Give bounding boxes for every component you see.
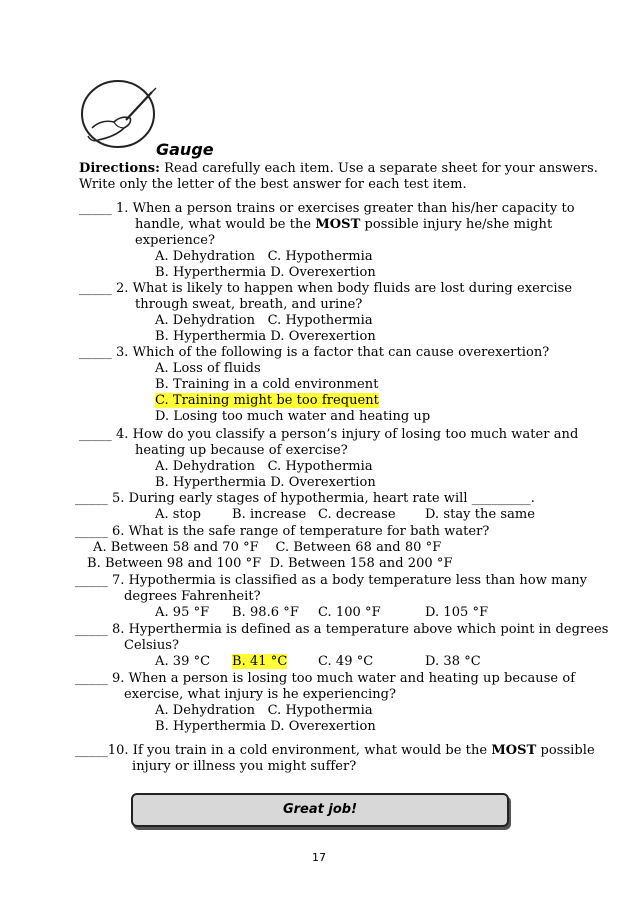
question-text: 2. What is likely to happen when body fluids are lost during exercise — [115, 281, 573, 296]
page-title: Gauge — [156, 140, 214, 159]
choice-a: A. stop — [155, 507, 202, 522]
question-5 — [75, 491, 535, 507]
question-text: 10. If you train in a cold environment, what would be the — [107, 743, 492, 758]
answer-blank[interactable]: _____ — [79, 427, 112, 442]
question-text: handle, what would be the — [135, 217, 316, 232]
question-text: 4. How do you classify a person’s injury of losing too much water and — [115, 427, 579, 442]
answer-blank[interactable]: _____ — [79, 281, 112, 296]
answer-blank[interactable]: _____ — [75, 524, 108, 539]
choice-a: A. Loss of fluids — [155, 361, 261, 376]
choice-b: B. Training in a cold environment — [155, 377, 379, 392]
choice-d: D. 105 °F — [425, 605, 489, 620]
answer-blank[interactable]: _____ — [75, 622, 108, 637]
answer-blank[interactable]: _____ — [75, 491, 108, 506]
question-2 — [79, 281, 572, 297]
question-1-line-2 — [135, 217, 552, 233]
question-text: possible injury he/she might — [360, 217, 553, 232]
choice-row: A. Dehydration C. Hypothermia — [155, 459, 373, 474]
choice-d: D. stay the same — [425, 507, 536, 522]
question-7-line-2: degrees Fahrenheit? — [124, 589, 261, 604]
hand-writing-icon — [78, 78, 162, 152]
directions-text-1: Read carefully each item. Use a separate sheet for your answers. — [164, 161, 598, 176]
choice-row: B. Hyperthermia D. Overexertion — [155, 329, 376, 344]
page-number: 17 — [312, 851, 326, 864]
choice-a: A. 95 °F — [155, 605, 210, 620]
answer-blank[interactable]: _____ — [75, 573, 108, 588]
question-3 — [79, 345, 549, 361]
question-9 — [75, 671, 575, 687]
choice-c: C. decrease — [318, 507, 396, 522]
choice-c: C. 100 °F — [318, 605, 381, 620]
great-job-banner — [131, 793, 509, 827]
question-text: 8. Hyperthermia is defined as a temperature above which point in degrees — [111, 622, 609, 637]
choice-b: B. increase — [232, 507, 307, 522]
question-7 — [75, 573, 587, 589]
choice-b-highlighted — [232, 654, 287, 670]
question-2-line-2: through sweat, breath, and urine? — [135, 297, 363, 312]
choice-row: A. Between 58 and 70 °F C. Between 68 and 80 °F — [93, 540, 442, 555]
question-1-line-3: experience? — [135, 233, 215, 248]
directions-text-2: Write only the letter of the best answer for each test item. — [79, 177, 467, 192]
choice-row: B. Hyperthermia D. Overexertion — [155, 265, 376, 280]
question-text: 7. Hypothermia is classified as a body temperature less than how many — [111, 573, 588, 588]
choice-a: A. 39 °C — [155, 654, 211, 669]
directions — [79, 161, 598, 177]
question-8-line-2: Celsius? — [124, 638, 180, 653]
choice-row: A. Dehydration C. Hypothermia — [155, 313, 373, 328]
emphasis-most: MOST — [315, 217, 361, 232]
highlighted-answer: B. 41 °C — [232, 654, 288, 669]
question-1 — [79, 201, 575, 217]
question-10-line-2: injury or illness you might suffer? — [132, 759, 357, 774]
question-4 — [79, 427, 578, 443]
question-text: possible — [536, 743, 595, 758]
highlighted-answer: C. Training might be too frequent — [155, 393, 379, 408]
answer-blank[interactable]: _____ — [79, 201, 112, 216]
question-8 — [75, 622, 608, 638]
choice-c-highlighted — [155, 393, 379, 409]
question-text: 9. When a person is losing too much water and heating up because of — [111, 671, 576, 686]
choice-row: A. Dehydration C. Hypothermia — [155, 703, 373, 718]
question-text: 1. When a person trains or exercises greater than his/her capacity to — [115, 201, 575, 216]
question-4-line-2: heating up because of exercise? — [135, 443, 348, 458]
question-9-line-2: exercise, what injury is he experiencing? — [124, 687, 397, 702]
answer-blank[interactable]: _____ — [75, 743, 108, 758]
emphasis-most: MOST — [491, 743, 537, 758]
question-10 — [75, 743, 595, 759]
choice-row: B. Hyperthermia D. Overexertion — [155, 475, 376, 490]
choice-d: D. Losing too much water and heating up — [155, 409, 431, 424]
choice-row: B. Between 98 and 100 °F D. Between 158 and 200 °F — [87, 556, 453, 571]
answer-blank[interactable]: _____ — [75, 671, 108, 686]
choice-d: D. 38 °C — [425, 654, 481, 669]
choice-row: A. Dehydration C. Hypothermia — [155, 249, 373, 264]
question-text: 6. What is the safe range of temperature for bath water? — [111, 524, 490, 539]
choice-row: B. Hyperthermia D. Overexertion — [155, 719, 376, 734]
choice-b: B. 98.6 °F — [232, 605, 299, 620]
footer-message: Great job! — [282, 802, 358, 817]
choice-c: C. 49 °C — [318, 654, 374, 669]
question-6 — [75, 524, 489, 540]
directions-label: Directions: — [79, 161, 160, 176]
question-text: 3. Which of the following is a factor that can cause overexertion? — [115, 345, 550, 360]
answer-blank[interactable]: _____ — [79, 345, 112, 360]
question-text: 5. During early stages of hypothermia, heart rate will _________. — [111, 491, 535, 506]
